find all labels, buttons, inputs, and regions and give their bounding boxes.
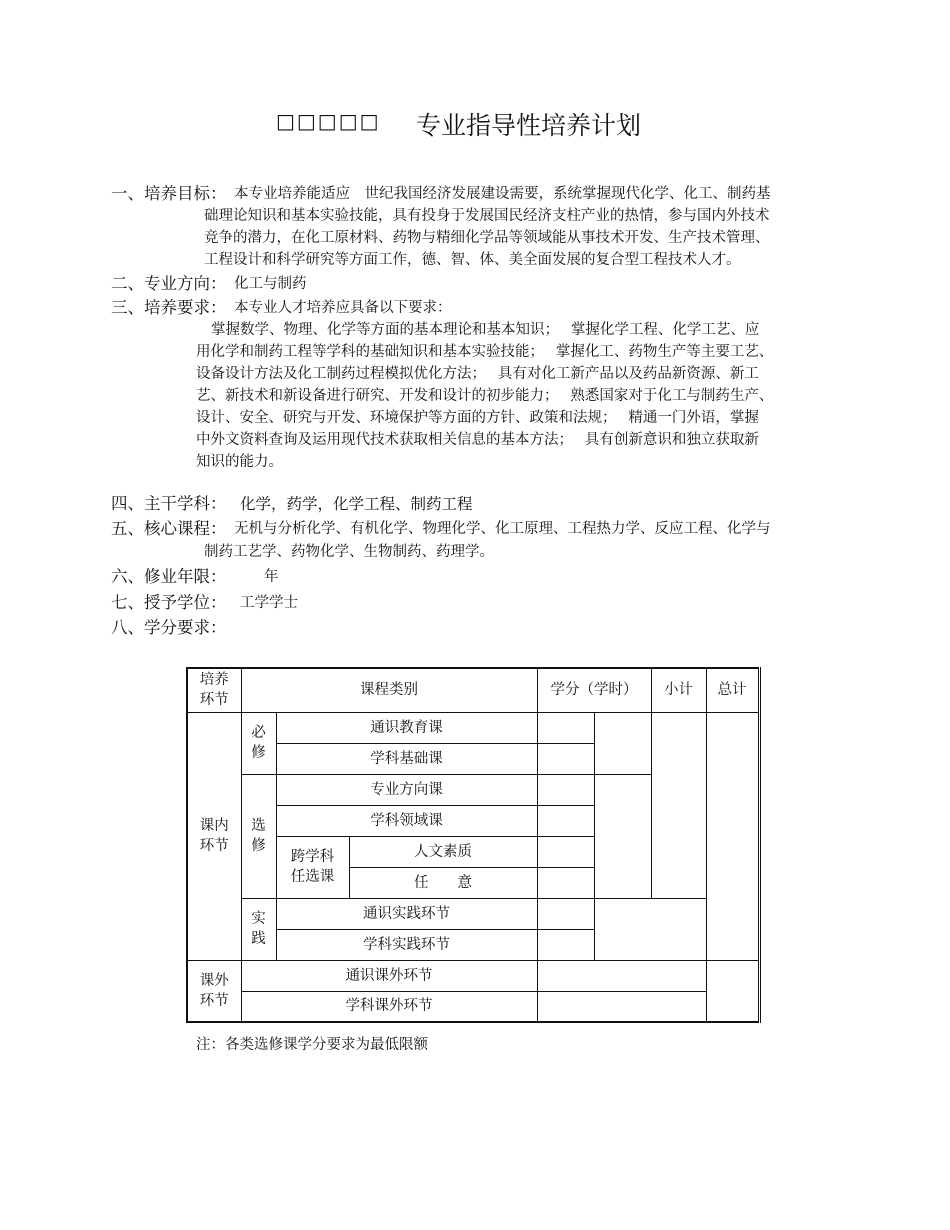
practice-credit-cell (594, 898, 706, 960)
row-subject-field: 学科领域课 (276, 805, 537, 836)
section-1-line: 竞争的潜力，在化工原材料、药物与精细化学品等领域能从事技术开发、生产技术管理、 (204, 230, 770, 246)
section-6-text: 年 (264, 569, 279, 585)
total-in-class-cell (706, 712, 759, 960)
row-any: 任 意 (349, 867, 537, 898)
row-subject-extra: 学科课外环节 (241, 991, 537, 1022)
row-major-direction: 专业方向课 (276, 774, 537, 805)
section-1-line: 本专业培养能适应 世纪我国经济发展建设需要，系统掌握现代化学、化工、制药基 (234, 186, 771, 202)
credit-cell (537, 836, 594, 867)
section-7-heading: 七、授予学位： (111, 593, 227, 612)
section-4-text: 化学，药学，化学工程、制药工程 (240, 495, 473, 513)
section-5-line: 制药工艺学、药物化学、生物制药、药理学。 (204, 544, 494, 560)
credit-cell (537, 774, 594, 805)
section-2-heading: 二、专业方向： (111, 274, 227, 293)
section-1-line: 础理论知识和基本实验技能，具有投身于发展国民经济支柱产业的热情，参与国内外技术 (204, 208, 770, 224)
section-1-heading: 一、培养目标： (111, 184, 227, 203)
credit-subgroup-cell (594, 712, 651, 774)
section-8-heading: 八、学分要求： (111, 618, 227, 637)
section-3-line: 艺、新技术和新设备进行研究、开发和设计的初步能力； 熟悉国家对于化工与制药生产、 (196, 388, 774, 404)
credit-cell (537, 867, 594, 898)
table-note: 注：各类选修课学分要求为最低限额 (196, 1037, 428, 1053)
credit-requirements-table (186, 667, 761, 1023)
credit-cell (537, 805, 594, 836)
row-general-extra: 通识课外环节 (241, 960, 537, 991)
section-3-intro: 本专业人才培养应具备以下要求： (234, 300, 452, 316)
practice-group: 实 践 (241, 898, 276, 960)
section-7-text: 工学学士 (240, 595, 298, 611)
header-segment: 培养 环节 (187, 668, 241, 712)
out-class-segment: 课外 环节 (187, 960, 241, 1022)
elective-group: 选 修 (241, 774, 276, 898)
row-subject-practice: 学科实践环节 (276, 929, 537, 960)
credit-cell (537, 991, 706, 1022)
credit-cell (537, 712, 594, 743)
section-3-line: 用化学和制药工程等学科的基础知识和基本实验技能； 掌握化工、药物生产等主要工艺、 (196, 344, 774, 360)
section-2-text: 化工与制药 (234, 276, 307, 292)
section-3-line: 掌握数学、物理、化学等方面的基本理论和基本知识； 掌握化学工程、化学工艺、应 (211, 322, 760, 338)
header-category: 课程类别 (241, 668, 537, 712)
row-subject-basic: 学科基础课 (276, 743, 537, 774)
total-out-class-cell (706, 960, 759, 1022)
section-5-line: 无机与分析化学、有机化学、物理化学、化工原理、工程热力学、反应工程、化学与 (234, 521, 771, 537)
header-total: 总计 (706, 668, 759, 712)
section-3-line: 设计、安全、研究与开发、环境保护等方面的方针、政策和法规； 精通一门外语，掌握 (196, 410, 759, 426)
header-subtotal: 小计 (651, 668, 706, 712)
page-title: 专业指导性培养计划 (416, 111, 642, 140)
in-class-segment: 课内 环节 (187, 712, 241, 960)
row-general-practice: 通识实践环节 (276, 898, 537, 929)
row-general-edu: 通识教育课 (276, 712, 537, 743)
title-prefix: □□□□□ (276, 109, 381, 133)
cross-discipline-group: 跨学科 任选课 (276, 836, 349, 898)
credit-cell (537, 898, 594, 929)
credit-cell (537, 960, 706, 991)
credit-subgroup-cell (594, 774, 651, 898)
credit-cell (537, 929, 594, 960)
section-3-line: 中外文资料查询及运用现代技术获取相关信息的基本方法； 具有创新意识和独立获取新 (196, 432, 759, 448)
credit-cell (537, 743, 594, 774)
required-group: 必 修 (241, 712, 276, 774)
section-5-heading: 五、核心课程： (111, 519, 227, 538)
header-credits: 学分（学时） (537, 668, 651, 712)
section-6-heading: 六、修业年限： (111, 567, 227, 586)
section-4-heading: 四、主干学科： (111, 494, 227, 513)
subtotal-cell (651, 712, 706, 898)
section-1-line: 工程设计和科学研究等方面工作，德、智、体、美全面发展的复合型工程技术人才。 (204, 252, 741, 268)
section-3-line: 知识的能力。 (196, 454, 283, 470)
section-3-line: 设备设计方法及化工制药过程模拟优化方法； 具有对化工新产品以及药品新资源、新工 (196, 366, 759, 382)
section-3-heading: 三、培养要求： (111, 298, 227, 317)
row-humanities: 人文素质 (349, 836, 537, 867)
